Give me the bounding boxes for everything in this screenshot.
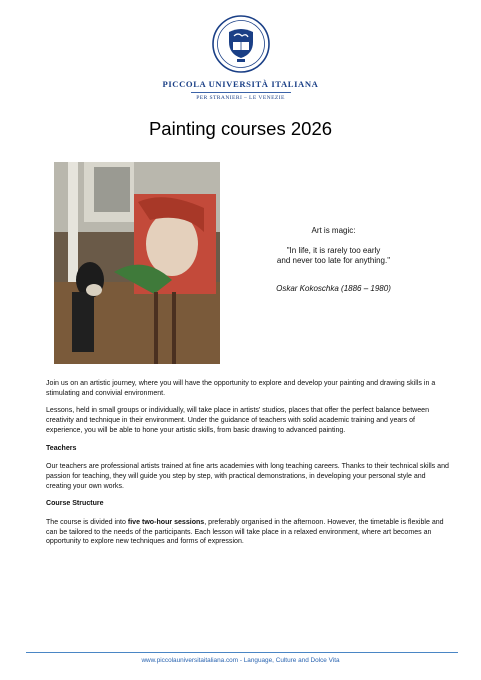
- page-title: Painting courses 2026: [148, 118, 333, 139]
- painting-studio-photo: [54, 162, 220, 364]
- course-description: [46, 379, 450, 555]
- header-divider: [191, 92, 291, 93]
- structure-heading: Course Structure: [46, 500, 104, 508]
- quote-author: Oskar Kokoschka (1886 – 1980): [276, 283, 391, 293]
- footer-divider: [26, 652, 458, 653]
- university-logo: [0, 14, 481, 101]
- teachers-heading: Teachers: [46, 444, 77, 452]
- structure-paragraph: The course is divided into five two-hour sessions, preferably organised in the afternoon. However, the timetable is flexible and can be tailored to the needs of the participants. Each lesson will take place in a relaxed environment, where art becomes an opportunity to explore new techniques and forms of expression.: [46, 519, 444, 546]
- footer-link[interactable]: www.piccolauniversitaitaliana.com - Language, Culture and Dolce Vita: [141, 657, 340, 664]
- lion-book-seal-icon: [211, 14, 271, 74]
- university-subtitle: PER STRANIERI – LE VENEZIE: [196, 95, 285, 101]
- quote-heading: Art is magic:: [311, 226, 356, 235]
- lessons-paragraph: Lessons, held in small groups or individually, will take place in artists' studios, places that offer the perfect balance between creativity and technique in their environment. Under the guidance of teachers with solid academic training and years of experience, you will be able to hone your artistic skills, from basic drawing to advanced painting.: [46, 407, 429, 434]
- intro-paragraph: Join us on an artistic journey, where you will have the opportunity to explore and develop your painting and drawing skills in a stimulating and convivial environment.: [46, 380, 436, 397]
- quote-line: "In life, it is rarely too early: [286, 245, 381, 255]
- quote-block: [236, 226, 431, 294]
- quote-line: and never too late for anything.": [276, 256, 391, 265]
- teachers-paragraph: Our teachers are professional artists trained at fine arts academies with long teaching careers. Thanks to their technical skills and passion for teaching, they will guide you step by step, with practical demonstrations, in developing your personal style and creating your own works.: [46, 463, 449, 490]
- sessions-highlight: five two-hour sessions: [127, 519, 205, 527]
- university-name: PICCOLA UNIVERSITÀ ITALIANA: [162, 79, 319, 89]
